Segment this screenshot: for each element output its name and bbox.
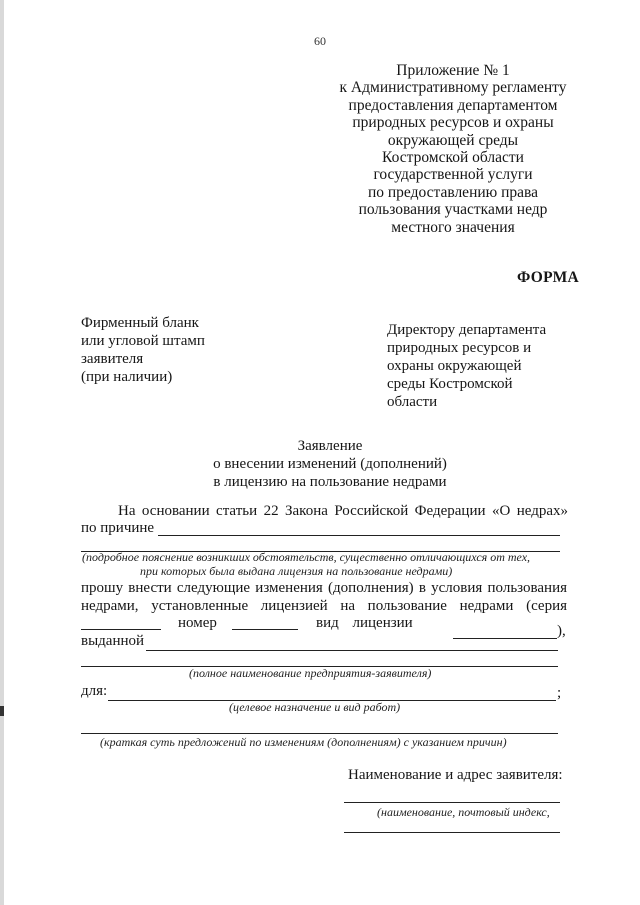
appendix-line: к Административному регламенту	[339, 79, 567, 97]
issued-to-field[interactable]	[146, 650, 558, 651]
letterhead-block	[81, 314, 205, 386]
reason-note: (подробное пояснение возникших обстоятельств, существенно отличающихся от тех,	[82, 550, 531, 564]
appendix-line: предоставления департаментом	[348, 96, 558, 114]
purpose-note: (целевое назначение и вид работ)	[229, 700, 401, 714]
appendix-line: природных ресурсов и охраны	[352, 114, 554, 132]
page-number: 60	[314, 34, 326, 48]
addressee-line: охраны окружающей	[387, 358, 522, 374]
form-label: ФОРМА	[517, 269, 580, 286]
semicolon: ;	[557, 685, 562, 701]
license-type-label: вид лицензии	[316, 615, 413, 631]
title-line: Заявление	[297, 438, 363, 454]
for-label: для:	[81, 683, 108, 699]
applicant-name-field[interactable]	[344, 802, 560, 803]
addressee-line: области	[387, 394, 438, 410]
letterhead-line: или угловой штамп	[81, 333, 205, 349]
title-line: в лицензию на пользование недрами	[213, 474, 447, 490]
reason-field[interactable]	[158, 535, 560, 536]
scan-left-edge	[0, 0, 4, 905]
appendix-line: пользования участками недр	[358, 201, 548, 219]
applicant-address-field[interactable]	[344, 832, 560, 833]
addressee-line: Директору департамента	[387, 322, 547, 338]
series-field[interactable]	[81, 629, 161, 630]
appendix-line: окружающей среды	[387, 131, 519, 149]
basis-text: На основании статьи 22 Закона Российской Федерации «О недрах»	[118, 503, 568, 519]
title-line: о внесении изменений (дополнений)	[213, 456, 447, 472]
applicant-label: Наименование и адрес заявителя:	[348, 767, 563, 783]
addressee-line: среды Костромской	[387, 376, 513, 392]
appendix-line: государственной услуги	[373, 166, 533, 184]
reason-label: по причине	[81, 520, 155, 536]
letterhead-line: (при наличии)	[81, 369, 173, 385]
document-title	[150, 437, 510, 491]
license-type-field[interactable]	[453, 638, 557, 639]
letterhead-line: Фирменный бланк	[81, 315, 199, 331]
issued-label: выданной	[81, 633, 145, 649]
addressee-block	[387, 321, 546, 411]
license-number-field[interactable]	[232, 629, 298, 630]
appendix-line: Костромской области	[382, 149, 524, 167]
number-label: номер	[178, 615, 217, 631]
appendix-line: Приложение № 1	[396, 62, 510, 79]
applicant-note: (наименование, почтовый индекс,	[377, 805, 550, 819]
request-text: недрами, установленные лицензией на пользование недрами (серия	[81, 598, 567, 614]
summary-note: (краткая суть предложений по изменениям (дополнениям) с указанием причин)	[100, 735, 507, 749]
addressee-line: природных ресурсов и	[387, 340, 532, 356]
letterhead-line: заявителя	[81, 351, 144, 367]
appendix-line: по предоставлению права	[367, 183, 539, 201]
summary-field[interactable]	[81, 733, 558, 734]
reason-note: при которых была выдана лицензия на пользование недрами)	[140, 564, 453, 578]
enterprise-note: (полное наименование предприятия-заявителя)	[189, 666, 432, 680]
appendix-header	[328, 62, 578, 236]
close-paren: ),	[557, 623, 566, 639]
appendix-line: местного значения	[391, 218, 515, 236]
scan-edge-mark	[0, 706, 4, 716]
request-text: прошу внести следующие изменения (дополнения) в условия пользования	[81, 580, 567, 596]
